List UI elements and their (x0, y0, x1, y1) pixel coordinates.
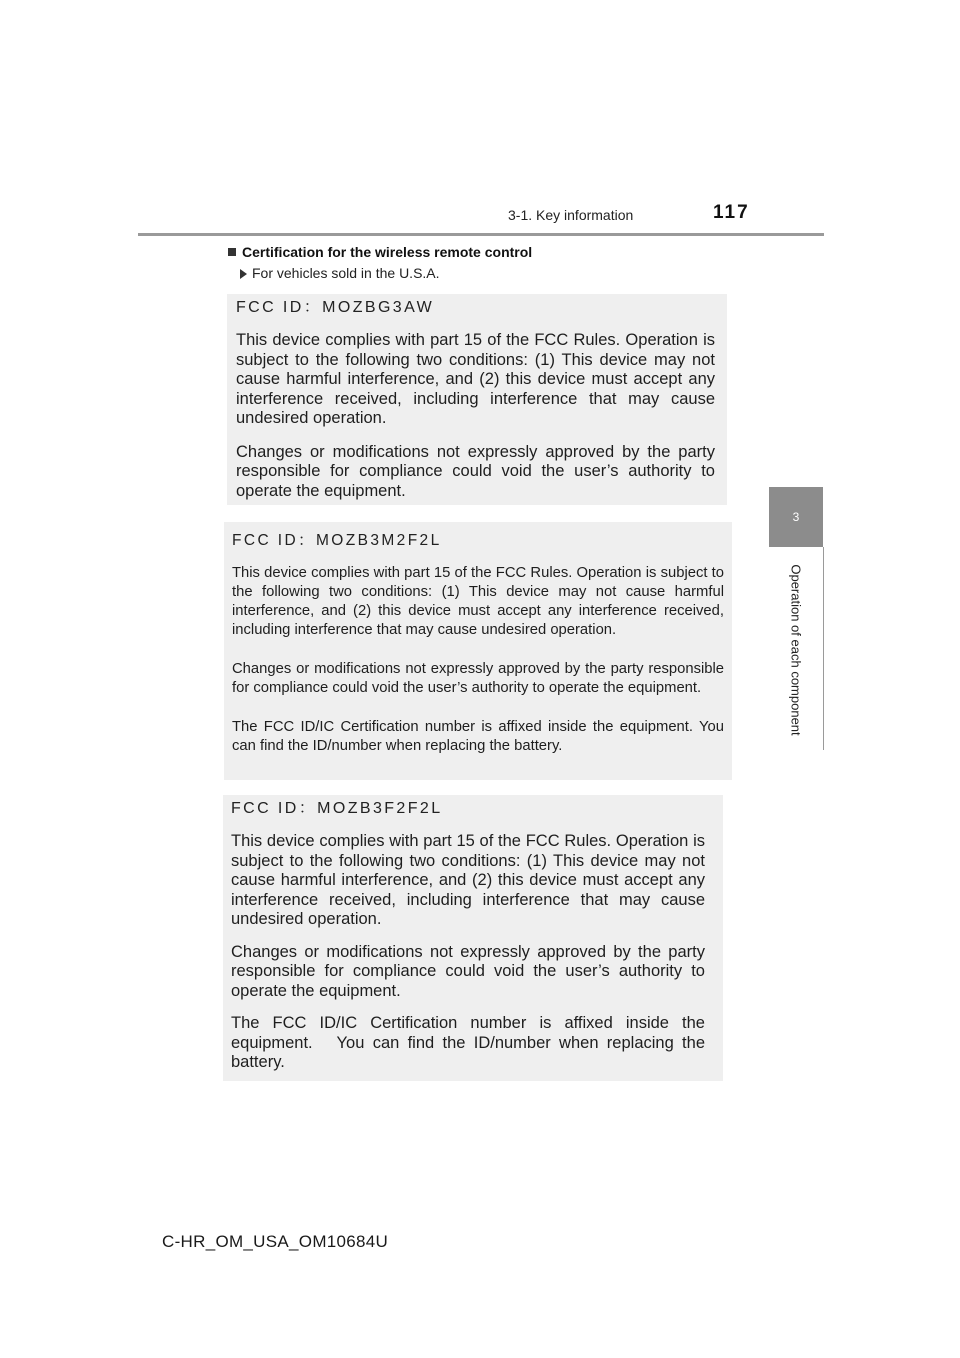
fcc-id: FCC ID：MOZBG3AW (236, 299, 435, 316)
square-bullet-icon (228, 248, 236, 256)
compliance-paragraph: This device complies with part 15 of the FCC Rules. Operation is subject to the following two conditions: (1) This device may not cause harmful interference, and (2) this device must accept any interference received, including interference that may cause undesired operation. (236, 331, 715, 427)
fcc-id: FCC ID：MOZB3F2F2L (231, 800, 443, 817)
modification-paragraph: Changes or modifications not expressly approved by the party responsible for compliance could void the user’s authority to operate the equipment. (232, 661, 724, 696)
modification-paragraph: Changes or modifications not expressly approved by the party responsible for compliance could void the user’s authority to operate the equipment. (236, 442, 715, 500)
bullet-item (240, 265, 440, 281)
chapter-label: Operation of each component (788, 564, 804, 736)
section-title: 3-1. Key information (508, 207, 634, 223)
document-code: C-HR_OM_USA_OM10684U (162, 1232, 389, 1251)
section-heading (228, 244, 532, 260)
certification-paragraph: The FCC ID/IC Certification number is affixed inside the equipment. You can find the ID/number when replacing the battery. (232, 719, 724, 754)
fcc-label-3 (223, 795, 723, 1081)
chapter-tab: 3 (769, 487, 823, 547)
fcc-label-1 (227, 294, 727, 505)
modification-paragraph: Changes or modifications not expressly approved by the party responsible for compliance could void the user’s authority to operate the equipment. (231, 942, 705, 1000)
side-divider (823, 547, 824, 750)
compliance-paragraph: This device complies with part 15 of the FCC Rules. Operation is subject to the following two conditions: (1) This device may not cause harmful interference, and (2) this device must accept any interference received, including interference that may cause undesired operation. (232, 565, 724, 638)
fcc-id: FCC ID：MOZB3M2F2L (232, 532, 442, 549)
page-number: 117 (713, 202, 750, 223)
bullet-text: For vehicles sold in the U.S.A. (252, 265, 440, 281)
certification-paragraph: The FCC ID/IC Certification number is affixed inside the equipment. You can find the ID/number when replacing the battery. (231, 1014, 705, 1071)
fcc-label-2 (224, 522, 732, 780)
section-heading-text: Certification for the wireless remote control (242, 244, 533, 260)
header-divider (138, 233, 824, 236)
compliance-paragraph: This device complies with part 15 of the FCC Rules. Operation is subject to the following two conditions: (1) This device may not cause harmful interference, and (2) this device must accept any interference received, including interference that may cause undesired operation. (231, 832, 705, 928)
triangle-bullet-icon (240, 269, 247, 279)
